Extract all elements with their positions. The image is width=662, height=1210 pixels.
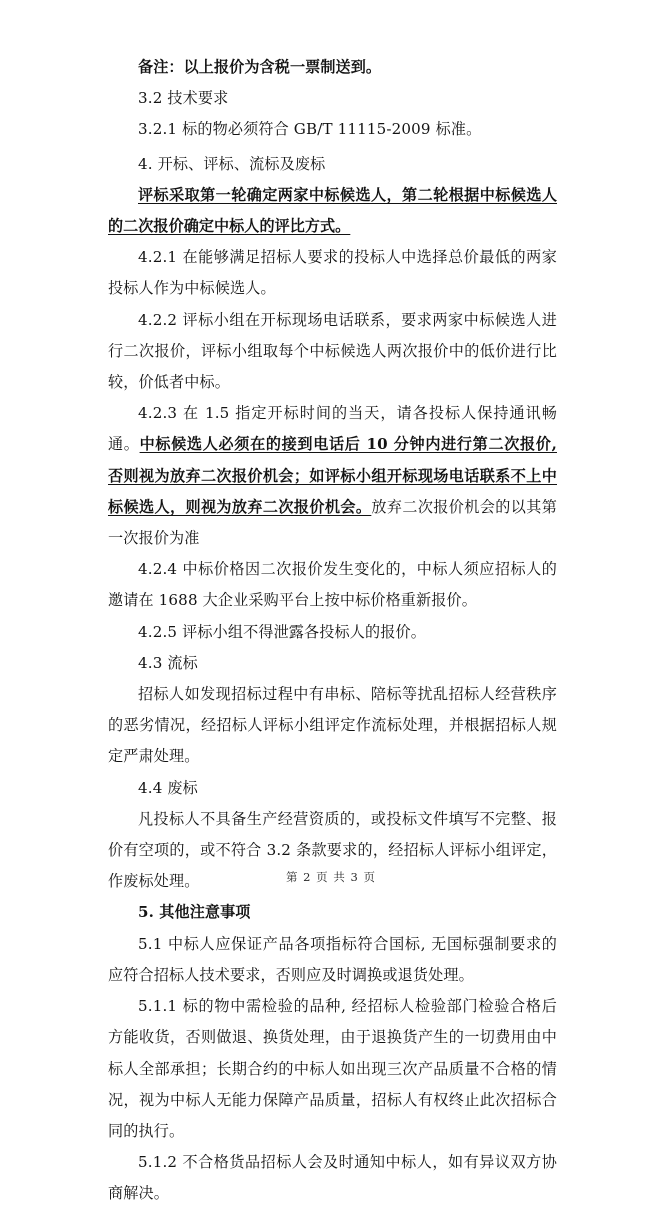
paragraph-section-4-emphasis: 评标采取第一轮确定两家中标候选人，第二轮根据中标候选人的二次报价确定中标人的评比方式。 [108, 185, 557, 236]
paragraph-section-4-2-3 [108, 398, 557, 554]
paragraph-section-4-2-5: 4.2.5 评标小组不得泄露各投标人的报价。 [138, 622, 427, 641]
paragraph-section-4: 4. 开标、评标、流标及废标 [138, 154, 326, 173]
paragraph-section-3-2-1: 3.2.1 标的物必须符合 GB/T 11115-2009 标准。 [138, 120, 482, 139]
paragraph-section-4-3: 4.3 流标 [138, 653, 198, 672]
page-number-label: 第 2 页 共 3 页 [286, 870, 376, 884]
paragraph-section-4-2-2: 4.2.2 评标小组在开标现场电话联系，要求两家中标候选人进行二次报价，评标小组取每个中标候选人两次报价中的低价进行比较，价低者中标。 [108, 310, 557, 392]
paragraph-section-5-1: 5.1 中标人应保证产品各项指标符合国标, 无国标强制要求的应符合招标人技术要求，否则应及时调换或退货处理。 [108, 934, 557, 984]
paragraph-section-4-2-4: 4.2.4 中标价格因二次报价发生变化的，中标人须应招标人的邀请在 1688 大企业采购平台上按中标价格重新报价。 [108, 560, 557, 610]
paragraph-section-4-3-body: 招标人如发现招标过程中有串标、陪标等扰乱招标人经营秩序的恶劣情况，经招标人评标小组评定作流标处理，并根据招标人规定严肃处理。 [108, 685, 557, 766]
section-4-2-3-tail: 放弃二次报价机会的以其第一次报价为准 [108, 497, 557, 548]
document-body [108, 52, 557, 1210]
paragraph-note-price: 备注：以上报价为含税一票制送到。 [138, 58, 382, 76]
paragraph-section-4-4-body: 凡投标人不具备生产经营资质的，或投标文件填写不完整、报价有空项的，或不符合 3.2 条款要求的，经招标人评标小组评定，作废标处理。 [108, 809, 557, 891]
paragraph-section-5-1-1: 5.1.1 标的物中需检验的品种, 经招标人检验部门检验合格后方能收货，否则做退、换货处理，由于退换货产生的一切费用由中标人全部承担；长期合约的中标人如出现三次产品质量不合格的情况，视为中标人无能力保障产品质量，招标人有权终止此次招标合同的执行。 [108, 997, 557, 1140]
section-4-2-3-lead: 4.2.3 在 1.5 指定开标时间的当天，请各投标人保持通讯畅通。 [108, 404, 557, 454]
section-4-2-3-emphasis: 中标候选人必须在的接到电话后 10 分钟内进行第二次报价, 否则视为放弃二次报价机会；如评标小组开标现场电话联系不上中标候选人，则视为放弃二次报价机会。 [108, 435, 557, 516]
paragraph-section-5-1-2: 5.1.2 不合格货品招标人会及时通知中标人，如有异议双方协商解决。 [108, 1153, 557, 1203]
paragraph-section-5: 5. 其他注意事项 [138, 903, 251, 922]
paragraph-section-4-4: 4.4 废标 [138, 778, 198, 797]
paragraph-section-3-2: 3.2 技术要求 [138, 89, 229, 108]
page-footer [0, 866, 662, 885]
paragraph-section-4-2-1: 4.2.1 在能够满足招标人要求的投标人中选择总价最低的两家投标人作为中标候选人。 [108, 248, 557, 298]
